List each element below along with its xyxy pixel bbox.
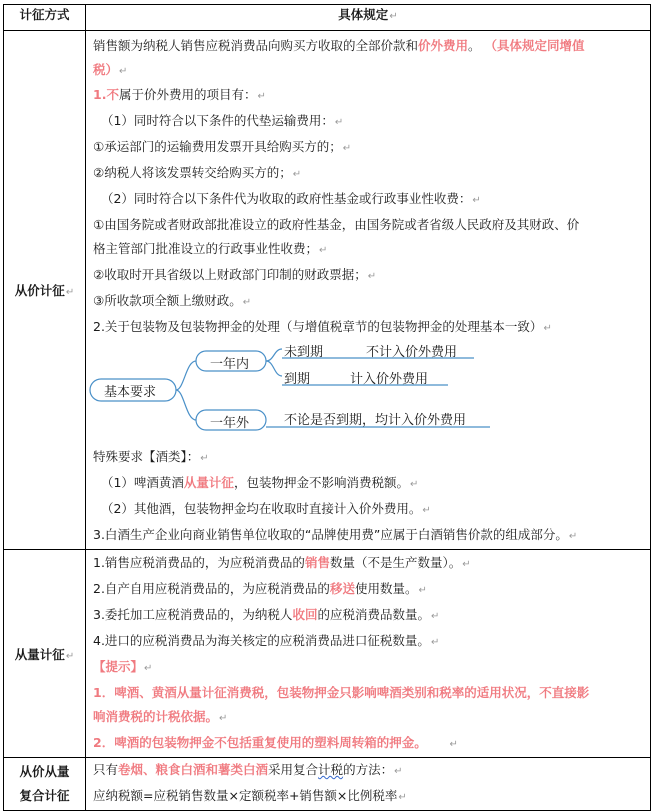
content-compound bbox=[86, 758, 651, 811]
label-specific: 从量计征↵ bbox=[4, 550, 86, 758]
deposit-mindmap bbox=[86, 341, 650, 445]
rule-line: ②收取时开具省级以上财政部门印制的财政票据；↵ bbox=[93, 267, 377, 282]
tax-rules-table bbox=[3, 4, 651, 811]
rule-line: ①承运部门的运输费用发票开具给购买方的；↵ bbox=[93, 139, 352, 154]
mindmap-branch-within-year: 一年内 bbox=[210, 357, 250, 372]
content-ad-valorem bbox=[86, 31, 651, 550]
content-specific bbox=[86, 550, 651, 758]
mindmap-root: 基本要求 bbox=[104, 385, 157, 400]
rule-line: 3.委托加工应税消费品的，为纳税人收回的应税消费品数量。↵ bbox=[93, 607, 440, 622]
section-ad-valorem bbox=[4, 31, 651, 550]
intro-paragraph: 销售额为纳税人销售应税消费品向购买方收取的全部价款和价外费用。 （具体规定同增值 税）↵ bbox=[93, 38, 585, 77]
rule-line: ①由国务院或者财政部批准设立的政府性基金，由国务院或者省级人民政府及其财政、价 bbox=[93, 217, 580, 232]
special-heading: 特殊要求【酒类】：↵ bbox=[93, 449, 209, 464]
rule-line: 2.关于包装物及包装物押金的处理（与增值税章节的包装物押金的处理基本一致）↵ bbox=[93, 319, 552, 334]
section-specific bbox=[4, 550, 651, 758]
para-mark: ↵ bbox=[389, 11, 398, 22]
formula-line: 应纳税额=应税销售数量×定额税率+销售额×比例税率↵ bbox=[93, 788, 407, 803]
rule-line: 只有卷烟、粮食白酒和薯类白酒采用复合计税的方法：↵ bbox=[93, 762, 403, 777]
tip-line: 2．啤酒的包装物押金不包括重复使用的塑料周转箱的押金。 ↵ bbox=[93, 735, 458, 750]
rule-line: 1.销售应税消费品的，为应税消费品的销售数量（不是生产数量）。↵ bbox=[93, 555, 471, 570]
rule-line: 2.自产自用应税消费品的，为应税消费品的移送使用数量。↵ bbox=[93, 581, 427, 596]
rule-line: ③所收款项全额上缴财政。↵ bbox=[93, 293, 252, 308]
label-ad-valorem: 从价计征↵ bbox=[4, 31, 86, 550]
mindmap-branch-over-year: 一年外 bbox=[210, 416, 250, 431]
rule-line: 3.白酒生产企业向商业销售单位收取的“品牌使用费”应属于白酒销售价款的组成部分。↵ bbox=[93, 527, 578, 542]
header-method: 计征方式 bbox=[4, 5, 86, 31]
mindmap-due: 到期 bbox=[284, 372, 311, 387]
header-rules: 具体规定↵ bbox=[86, 5, 651, 31]
mindmap-not-due: 未到期 bbox=[284, 345, 324, 360]
rule-line: 格主管部门批准设立的行政事业性收费；↵ bbox=[93, 241, 328, 256]
rule-line: （1）同时符合以下条件的代垫运输费用：↵ bbox=[100, 113, 344, 128]
table-header-row bbox=[4, 5, 651, 31]
section-compound bbox=[4, 758, 651, 811]
mindmap-due-result: 计入价外费用 bbox=[350, 372, 429, 387]
rule-line: ②纳税人将该发票转交给购买方的；↵ bbox=[93, 165, 302, 180]
tip-heading: 【提示】↵ bbox=[93, 659, 153, 674]
mindmap-over-year-result: 不论是否到期，均计入价外费用 bbox=[284, 413, 467, 428]
tip-line: 1．啤酒、黄酒从量计征消费税，包装物押金只影响啤酒类别和税率的适用状况，不直接影 bbox=[93, 685, 590, 700]
rule-line: 4.进口的应税消费品为海关核定的应税消费品进口征税数量。↵ bbox=[93, 633, 440, 648]
mindmap-not-due-result: 不计入价外费用 bbox=[366, 345, 458, 360]
not-included-heading: 1.不属于价外费用的项目有：↵ bbox=[93, 87, 266, 102]
rule-line: （2）其他酒，包装物押金均在收取时直接计入价外费用。↵ bbox=[100, 501, 431, 516]
label-compound: 从价从量 复合计征 bbox=[4, 758, 86, 811]
tip-line: 响消费税的计税依据。↵ bbox=[93, 709, 228, 724]
rule-line: （1）啤酒黄酒从量计征，包装物押金不影响消费税额。↵ bbox=[100, 475, 419, 490]
rule-line: （2）同时符合以下条件代为收取的政府性基金或行政事业性收费：↵ bbox=[100, 191, 481, 206]
